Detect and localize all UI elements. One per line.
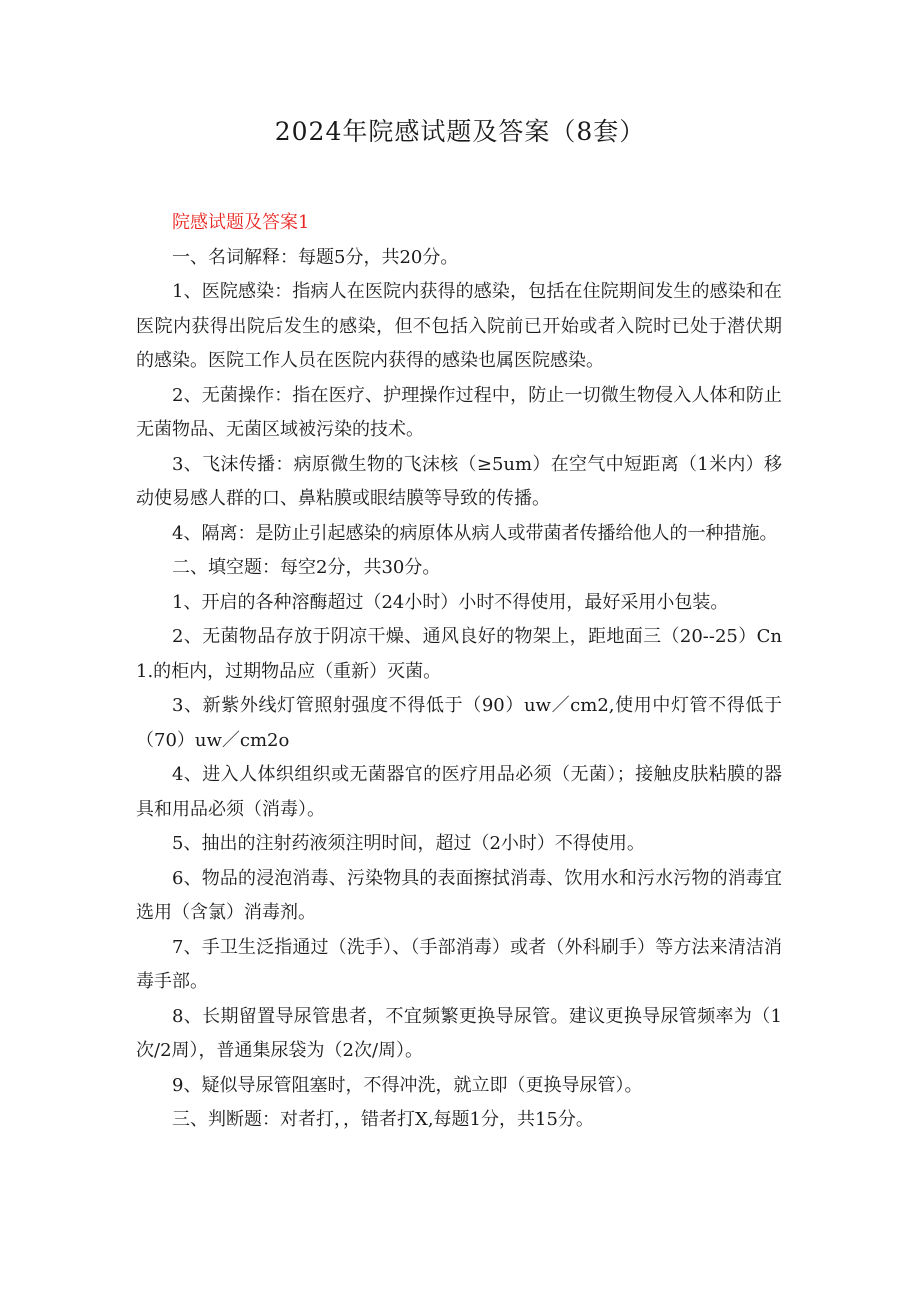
- paragraph-definition-2: 2、无菌操作：指在医疗、护理操作过程中，防止一切微生物侵入人体和防止无菌物品、无菌区域被污染的技术。: [136, 384, 782, 440]
- paragraph-fill-8: 8、长期留置导尿管患者，不宜频繁更换导尿管。建议更换导尿管频率为（1次/2周），普通集尿袋为（2次/周）。: [136, 1005, 782, 1061]
- paragraph-fill-9: 9、疑似导尿管阻塞时，不得冲洗，就立即（更换导尿管）。: [172, 1074, 643, 1096]
- section-subtitle: 院感试题及答案1: [172, 212, 310, 233]
- document-body: [136, 206, 782, 1138]
- section-heading-fill-blank: 二、填空题：每空2分，共30分。: [172, 557, 441, 578]
- paragraph-fill-7: 7、手卫生泛指通过（洗手）、（手部消毒）或者（外科刷手）等方法来清洁消毒手部。: [136, 936, 782, 992]
- section-heading-true-false: 三、判断题：对者打，，错者打X,每题1分，共15分。: [172, 1109, 594, 1130]
- paragraph-fill-1: 1、开启的各种溶酶超过（24小时）小时不得使用，最好采用小包装。: [172, 591, 729, 613]
- paragraph-fill-3: 3、新紫外线灯管照射强度不得低于（90）uw／cm2,使用中灯管不得低于（70）uw／cm2o: [136, 695, 782, 751]
- paragraph-fill-4: 4、进入人体织组织或无菌器官的医疗用品必须（无菌）；接触皮肤粘膜的器具和用品必须（消毒）。: [136, 764, 782, 820]
- paragraph-definition-4: 4、隔离：是防止引起感染的病原体从病人或带菌者传播给他人的一种措施。: [172, 522, 778, 544]
- paragraph-fill-5: 5、抽出的注射药液须注明时间，超过（2小时）不得使用。: [172, 833, 645, 854]
- section-heading-definitions: 一、名词解释：每题5分，共20分。: [172, 246, 459, 268]
- paragraph-definition-3: 3、飞沫传播：病原微生物的飞沫核（≥5um）在空气中短距离（1米内）移动使易感人群的口、鼻粘膜或眼结膜等导致的传播。: [136, 453, 782, 509]
- paragraph-fill-2: 2、无菌物品存放于阴凉干燥、通风良好的物架上，距地面三（20--25）Cn1.的柜内，过期物品应（重新）灭菌。: [136, 626, 782, 682]
- paragraph-fill-6: 6、物品的浸泡消毒、污染物具的表面擦拭消毒、饮用水和污水污物的消毒宜选用（含氯）消毒剂。: [136, 867, 782, 923]
- paragraph-definition-1: 1、医院感染：指病人在医院内获得的感染，包括在住院期间发生的感染和在医院内获得出院后发生的感染，但不包括入院前已开始或者入院时已处于潜伏期的感染。医院工作人员在医院内获得的感染也属医院感染。: [136, 281, 782, 371]
- document-title: 2024年院感试题及答案（8套）: [274, 117, 646, 146]
